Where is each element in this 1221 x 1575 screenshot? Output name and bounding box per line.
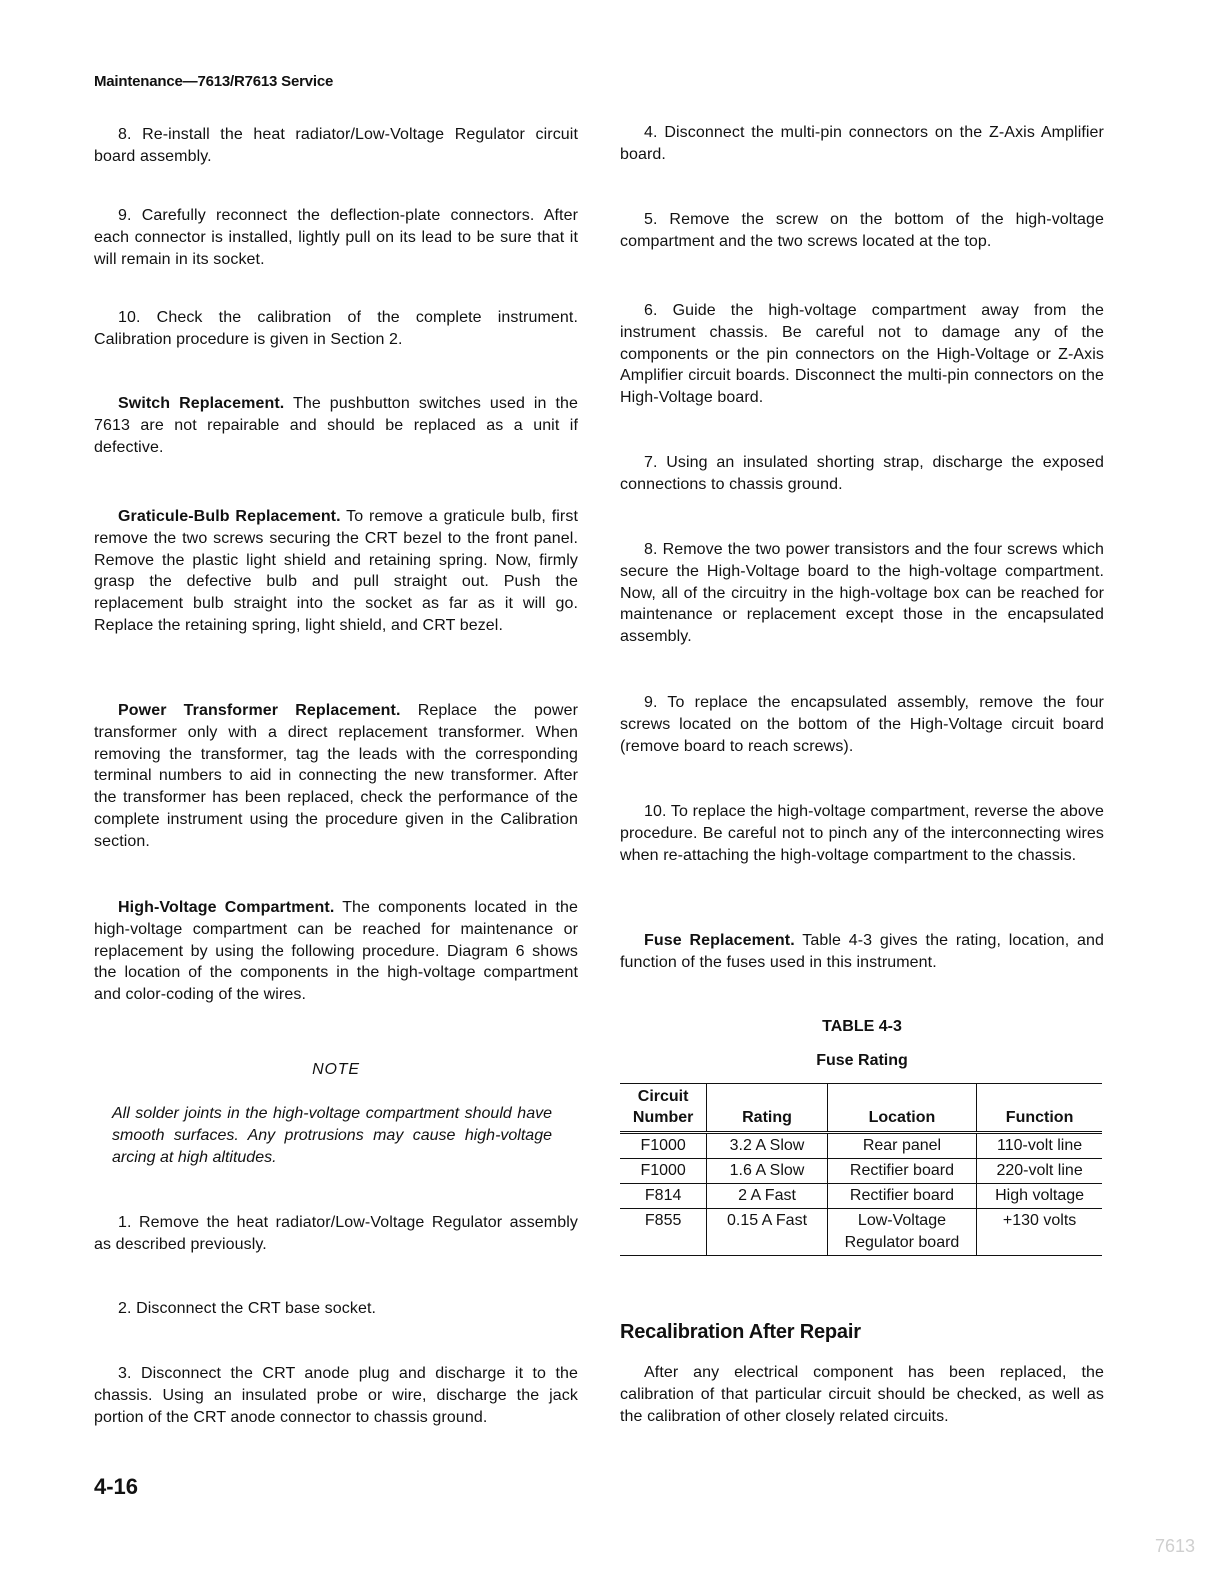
cell-location — [827, 1209, 976, 1256]
high-voltage-compartment-heading: High-Voltage Compartment. — [118, 899, 335, 916]
header-function: Function — [977, 1084, 1102, 1133]
cell-location: Rear panel — [827, 1133, 976, 1159]
graticule-bulb-text: To remove a graticule bulb, first remove the two screws securing the CRT bezel to the front panel. Remove the plastic light shield and retaining spring. Now, firmly grasp the defective bulb and pull straight out. Push the replacement bulb straight into the socket as far as it will go. Replace the retaining spring, light shield, and CRT bezel. — [94, 508, 578, 634]
cell-function: 220-volt line — [977, 1159, 1102, 1184]
graticule-bulb-paragraph — [94, 506, 578, 637]
cell-location-line2: Regulator board — [844, 1234, 960, 1251]
step-10-check: 10. Check the calibration of the complete instrument. Calibration procedure is given in Section 2. — [94, 309, 578, 348]
step-4-disconnect-connectors: 4. Disconnect the multi-pin connectors on the Z-Axis Amplifier board. — [620, 124, 1104, 163]
header-circuit-line1: Circuit — [637, 1088, 689, 1105]
cell-rating: 1.6 A Slow — [707, 1159, 828, 1184]
header-location: Location — [827, 1084, 976, 1133]
step-3-disconnect-anode: 3. Disconnect the CRT anode plug and discharge it to the chassis. Using an insulated probe or wire, discharge the jack portion of the CRT anode connector to chassis ground. — [94, 1365, 578, 1426]
high-voltage-compartment-text: The components located in the high-voltage compartment can be reached for maintenance or replacement by using the following procedure. Diagram 6 shows the location of the components in the high-voltage compartment and color-coding of the wires. — [94, 899, 578, 1004]
cell-rating: 3.2 A Slow — [707, 1133, 828, 1159]
table-header-row — [620, 1084, 1102, 1133]
note-title: NOTE — [312, 1061, 360, 1078]
fuse-replacement-text: Table 4-3 gives the rating, location, and function of the fuses used in this instrument. — [620, 932, 1105, 971]
watermark: 7613 — [1154, 1536, 1195, 1556]
recalibration-paragraph: After any electrical component has been replaced, the calibration of that particular circuit should be checked, as well as the calibration of other closely related circuits. — [620, 1364, 1104, 1425]
cell-circuit: F814 — [620, 1184, 707, 1209]
cell-rating: 2 A Fast — [707, 1184, 828, 1209]
step-9-encapsulated-assembly: 9. To replace the encapsulated assembly, remove the four screws located on the bottom of the High-Voltage circuit board (remove board to reach screws). — [620, 694, 1104, 755]
fuse-replacement-heading: Fuse Replacement. — [644, 932, 795, 949]
header-circuit-number — [620, 1084, 707, 1133]
step-8-reinstall: 8. Re-install the heat radiator/Low-Voltage Regulator circuit board assembly. — [94, 126, 578, 165]
cell-function: +130 volts — [977, 1209, 1102, 1256]
note-body: All solder joints in the high-voltage compartment should have smooth surfaces. Any protrusions may cause high-voltage arcing at high altitudes. — [112, 1105, 552, 1166]
step-6-guide-compartment: 6. Guide the high-voltage compartment away from the instrument chassis. Be careful not to damage any of the components or the pin connectors on the High-Voltage or Z-Axis Amplifier circuit boards. Disconnect the multi-pin connectors on the High-Voltage board. — [620, 302, 1104, 407]
switch-replacement-paragraph — [94, 393, 578, 458]
cell-location-line1: Low-Voltage — [857, 1212, 946, 1229]
switch-replacement-heading: Switch Replacement. — [118, 395, 285, 412]
table-row — [620, 1184, 1102, 1209]
cell-circuit: F1000 — [620, 1133, 707, 1159]
switch-replacement-text: The pushbutton switches used in the 7613 are not repairable and should be replaced as a unit if defective. — [94, 395, 579, 456]
fuse-replacement-paragraph — [620, 930, 1104, 974]
cell-location: Rectifier board — [827, 1159, 976, 1184]
step-9-reconnect: 9. Carefully reconnect the deflection-plate connectors. After each connector is installed, lightly pull on its lead to be sure that it will remain in its socket. — [94, 207, 578, 268]
running-header: Maintenance—7613/R7613 Service — [94, 73, 334, 90]
cell-rating: 0.15 A Fast — [707, 1209, 828, 1256]
table-title: TABLE 4-3 — [822, 1018, 902, 1035]
fuse-rating-table — [620, 1083, 1102, 1256]
header-circuit-line2: Number — [632, 1109, 694, 1126]
cell-circuit: F855 — [644, 1212, 682, 1229]
step-5-remove-screws: 5. Remove the screw on the bottom of the high-voltage compartment and the two screws located at the top. — [620, 211, 1104, 250]
cell-location: Rectifier board — [827, 1184, 976, 1209]
table-subtitle: Fuse Rating — [816, 1052, 908, 1069]
step-7-discharge: 7. Using an insulated shorting strap, discharge the exposed connections to chassis ground. — [620, 454, 1104, 493]
graticule-bulb-heading: Graticule-Bulb Replacement. — [118, 508, 341, 525]
step-2-disconnect-socket: 2. Disconnect the CRT base socket. — [118, 1300, 377, 1317]
step-8-remove-transistors: 8. Remove the two power transistors and the four screws which secure the High-Voltage board to the high-voltage compartment. Now, all of the circuitry in the high-voltage box can be reached for maintenance or replacement except those in the encapsulated assembly. — [620, 541, 1104, 646]
table-row — [620, 1159, 1102, 1184]
table-row — [620, 1209, 1102, 1256]
high-voltage-compartment-paragraph — [94, 897, 578, 1006]
cell-function: 110-volt line — [977, 1133, 1102, 1159]
cell-circuit: F1000 — [620, 1159, 707, 1184]
page-number: 4-16 — [94, 1474, 139, 1499]
recalibration-heading: Recalibration After Repair — [620, 1321, 861, 1343]
step-10-replace-compartment: 10. To replace the high-voltage compartment, reverse the above procedure. Be careful not to pinch any of the interconnecting wires when re-attaching the high-voltage compartment to the chassis. — [620, 803, 1104, 864]
step-1-remove-radiator: 1. Remove the heat radiator/Low-Voltage Regulator assembly as described previously. — [94, 1214, 578, 1253]
power-transformer-paragraph — [94, 700, 578, 853]
header-rating: Rating — [707, 1084, 828, 1133]
table-row — [620, 1133, 1102, 1159]
cell-function: High voltage — [977, 1184, 1102, 1209]
power-transformer-text: Replace the power transformer only with a direct replacement transformer. When removing the transformer, tag the leads with the corresponding terminal numbers to aid in connecting the new transformer. After the transformer has been replaced, check the performance of the complete instrument using the procedure given in the Calibration section. — [94, 702, 579, 850]
power-transformer-heading: Power Transformer Replacement. — [118, 702, 401, 719]
